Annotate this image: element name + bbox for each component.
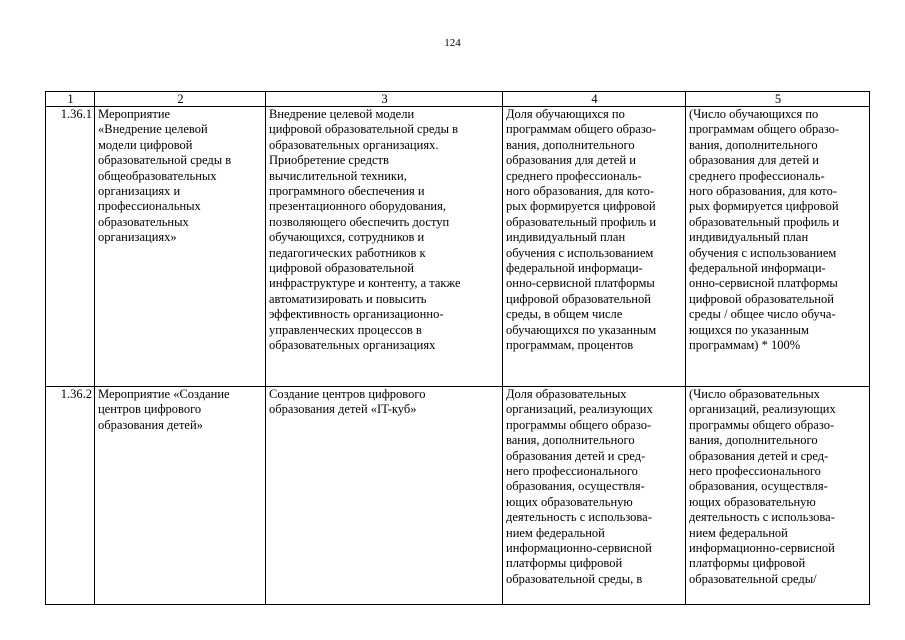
event-description: Внедрение целевой модели цифровой образовательной среды в образовательных организациях. Приобретение средств вычислительной техники, программного обеспечения и презентационного оборудования, позволяющего обеспечить доступ обучающихся, сотрудников и педагогических работников к цифровой образовательной инфраструктуре и контенту, а также автоматизировать и повысить эффективность организационно- управленческих процессов в образовательных организациях [269,107,461,353]
formula-text: (Число обучающихся по программам общего образо- вания, дополнительного образования для детей и среднего профессиональ- ного образования, для кото- рых формируется цифровой образовательный профиль и индивидуальный план обучения с использованием федеральной информаци- онно-сервисной платформы цифровой образовательной среды / общее число обуча- ющихся по указанным программам) * 100% [689,107,840,353]
row-number-cell [46,107,95,387]
page-number: 124 [444,37,461,49]
column-header: 2 [95,92,266,107]
column-header: 1 [46,92,95,107]
indicator-cell [503,387,686,605]
table-row [46,387,870,605]
row-number-cell [46,387,95,605]
indicator-cell [503,107,686,387]
event-name: Мероприятие «Внедрение целевой модели цифровой образовательной среды в общеобразовательных организациях и профессиональных образовательных организациях» [98,107,232,245]
row-number: 1.36.1 [60,107,92,121]
description-cell [266,387,503,605]
description-cell [266,107,503,387]
event-name: Мероприятие «Создание центров цифрового образования детей» [98,387,230,432]
formula-text: (Число образовательных организаций, реализующих программы общего образо- вания, дополнительного образования детей и сред- него профессионального образования, осуществля- ющих образовательную деятельность с использова- нием федеральной информационно-сервисной платформы цифровой образовательной среды/ [689,387,836,586]
indicator-text: Доля обучающихся по программам общего образо- вания, дополнительного образования для детей и среднего профессиональ- ного образования, для кото- рых формируется цифровой образовательный профиль и индивидуальный план обучения с использованием федеральной информаци- онно-сервисной платформы цифровой образовательной среды, в общем числе обучающихся по указанным программам, процентов [506,107,657,353]
table-row [46,107,870,387]
formula-cell [686,107,870,387]
column-header: 3 [266,92,503,107]
table-header-row [46,92,870,107]
event-cell [95,387,266,605]
event-description: Создание центров цифрового образования детей «IT-куб» [269,387,426,417]
event-cell [95,107,266,387]
measures-table [45,91,870,605]
row-number: 1.36.2 [60,387,92,401]
column-header: 4 [503,92,686,107]
formula-cell [686,387,870,605]
indicator-text: Доля образовательных организаций, реализующих программы общего образо- вания, дополнительного образования детей и сред- него профессионального образования, осуществля- ющих образовательную деятельность с использова- нием федеральной информационно-сервисной платформы цифровой образовательной среды, в [506,387,653,586]
column-header: 5 [686,92,870,107]
